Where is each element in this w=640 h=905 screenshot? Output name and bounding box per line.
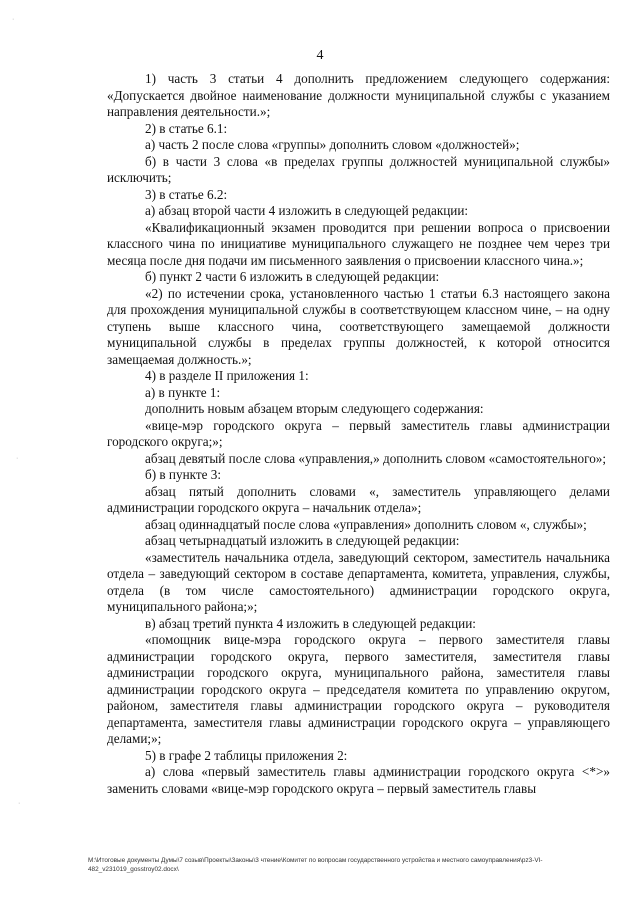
paragraph: «заместитель начальника отдела, заведующий сектором, заместитель начальника отдела – заведующий сектором в составе департамента, комитета, управления, службы, отдела (в том числе самостоятельного) администрации городского округа, муниципального района;»; bbox=[107, 549, 610, 614]
scan-mark: · bbox=[16, 455, 19, 462]
paragraph: б) в части 3 слова «в пределах группы должностей муниципальной службы» исключить; bbox=[107, 153, 610, 185]
paragraph: а) слова «первый заместитель главы администрации городского округа <*>» заменить словами «вице-мэр городского округа – первый заместитель главы bbox=[107, 764, 610, 796]
page-number: 4 bbox=[316, 48, 324, 63]
scan-mark: · bbox=[12, 16, 15, 23]
paragraph: «вице-мэр городского округа – первый заместитель главы администрации городского округа;»; bbox=[107, 417, 610, 449]
paragraph: абзац девятый после слова «управления,» дополнить словом «самостоятельного»; bbox=[145, 450, 607, 466]
paragraph: 2) в статье 6.1: bbox=[145, 120, 228, 136]
paragraph: «Квалификационный экзамен проводится при решении вопроса о присвоении классного чина по инициативе муниципального служащего не позднее чем через три месяца после дня подачи им письменного заявления о присвоении классного чина.»; bbox=[107, 219, 610, 268]
paragraph: а) в пункте 1: bbox=[145, 384, 221, 400]
paragraph: 4) в разделе II приложения 1: bbox=[145, 368, 309, 383]
paragraph: б) пункт 2 части 6 изложить в следующей редакции: bbox=[145, 269, 440, 284]
paragraph: б) в пункте 3: bbox=[145, 467, 222, 482]
paragraph: абзац четырнадцатый изложить в следующей редакции: bbox=[145, 533, 460, 548]
paragraph: «помощник вице-мэра городского округа – первого заместителя главы администрации городского округа, первого заместителя, заместителя главы администрации городского округа, муниципального района, заместителя главы администрации городского округа – председателя комитета по управлению округом, районом, заместителя главы администрации городского округа – руководителя департамента, заместителя главы администрации городского округа – управляющего делами;»; bbox=[107, 632, 610, 746]
paragraph: абзац одиннадцатый после слова «управления» дополнить словом «, службы»; bbox=[145, 516, 587, 532]
paragraph: дополнить новым абзацем вторым следующего содержания: bbox=[145, 401, 484, 416]
paragraph: в) абзац третий пункта 4 изложить в следующей редакции: bbox=[145, 615, 476, 631]
paragraph: 5) в графе 2 таблицы приложения 2: bbox=[145, 747, 348, 763]
paragraph: 1) часть 3 статьи 4 дополнить предложением следующего содержания: «Допускается двойное наименование должности муниципальной службы с указанием направления деятельности.»; bbox=[107, 71, 610, 119]
scan-mark: · bbox=[18, 800, 21, 807]
paragraph: абзац пятый дополнить словами «, заместитель управляющего делами администрации городского округа – начальник отдела»; bbox=[107, 483, 610, 515]
footer-file-path: M:\Итоговые документы Думы\7 созыв\Проекты\Законы\3 чтение\Комитет по вопросам государственного устройства и местного самоуправления\pz3-VI-482_v231019_gosstroy02.docx\ bbox=[88, 857, 543, 873]
document-body bbox=[107, 71, 610, 797]
paragraph: «2) по истечении срока, установленного частью 1 статьи 6.3 настоящего закона для прохождения муниципальной службы в соответствующем классном чине, – на одну ступень выше классного чина, соответствующего замещаемой должности муниципальной службы в пределах группы должностей, к которой относится замещаемая должность.»; bbox=[107, 285, 610, 367]
paragraph: 3) в статье 6.2: bbox=[145, 186, 228, 202]
paragraph: а) часть 2 после слова «группы» дополнить словом «должностей»; bbox=[145, 137, 520, 152]
paragraph: а) абзац второй части 4 изложить в следующей редакции: bbox=[145, 203, 469, 218]
